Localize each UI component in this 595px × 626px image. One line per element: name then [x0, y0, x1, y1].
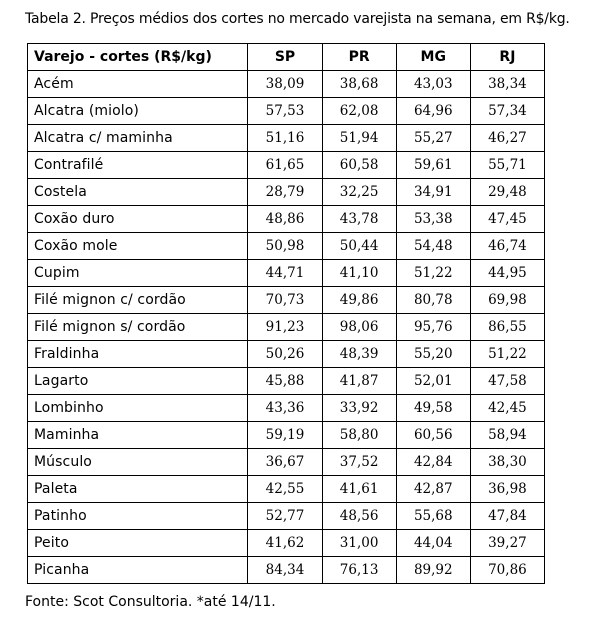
table-row	[28, 368, 545, 395]
price-cell-mg: 54,48	[396, 233, 470, 260]
price-cell-pr: 60,58	[322, 152, 396, 179]
price-cell-rj: 29,48	[470, 179, 544, 206]
price-cell-sp: 38,09	[248, 71, 322, 98]
price-cell-mg: 64,96	[396, 98, 470, 125]
table-row	[28, 233, 545, 260]
price-cell-sp: 42,55	[248, 476, 322, 503]
price-cell-rj: 47,84	[470, 503, 544, 530]
price-cell-pr: 48,56	[322, 503, 396, 530]
price-cell-pr: 32,25	[322, 179, 396, 206]
price-cell-rj: 38,34	[470, 71, 544, 98]
cut-name-cell: Alcatra c/ maminha	[28, 125, 248, 152]
table-row	[28, 206, 545, 233]
cut-name-cell: Coxão mole	[28, 233, 248, 260]
table-row	[28, 71, 545, 98]
cut-name-cell: Peito	[28, 530, 248, 557]
table-row	[28, 341, 545, 368]
source-note: Fonte: Scot Consultoria. *até 14/11.	[25, 594, 276, 610]
price-cell-pr: 76,13	[322, 557, 396, 584]
table-caption: Tabela 2. Preços médios dos cortes no mercado varejista na semana, em R$/kg.	[25, 11, 570, 27]
price-cell-mg: 59,61	[396, 152, 470, 179]
table-row	[28, 314, 545, 341]
price-cell-mg: 42,84	[396, 449, 470, 476]
price-cell-pr: 49,86	[322, 287, 396, 314]
price-cell-sp: 50,98	[248, 233, 322, 260]
header-row	[28, 44, 545, 71]
price-cell-pr: 51,94	[322, 125, 396, 152]
price-cell-mg: 34,91	[396, 179, 470, 206]
cut-name-cell: Fraldinha	[28, 341, 248, 368]
price-cell-mg: 89,92	[396, 557, 470, 584]
price-cell-rj: 46,74	[470, 233, 544, 260]
table-row	[28, 395, 545, 422]
price-cell-mg: 43,03	[396, 71, 470, 98]
cut-name-cell: Costela	[28, 179, 248, 206]
prices-table	[27, 43, 545, 584]
price-cell-pr: 41,10	[322, 260, 396, 287]
price-cell-sp: 41,62	[248, 530, 322, 557]
cut-name-cell: Acém	[28, 71, 248, 98]
table-body	[28, 71, 545, 584]
cut-name-cell: Alcatra (miolo)	[28, 98, 248, 125]
cut-name-cell: Cupim	[28, 260, 248, 287]
price-cell-rj: 38,30	[470, 449, 544, 476]
table-row	[28, 287, 545, 314]
price-cell-pr: 62,08	[322, 98, 396, 125]
table-row	[28, 476, 545, 503]
price-cell-sp: 59,19	[248, 422, 322, 449]
table-row	[28, 530, 545, 557]
price-cell-pr: 98,06	[322, 314, 396, 341]
price-cell-mg: 55,20	[396, 341, 470, 368]
table-row	[28, 98, 545, 125]
price-cell-rj: 69,98	[470, 287, 544, 314]
price-cell-rj: 70,86	[470, 557, 544, 584]
price-cell-sp: 57,53	[248, 98, 322, 125]
price-cell-mg: 42,87	[396, 476, 470, 503]
cut-name-cell: Picanha	[28, 557, 248, 584]
price-cell-pr: 48,39	[322, 341, 396, 368]
cut-name-cell: Filé mignon s/ cordão	[28, 314, 248, 341]
table-header	[28, 44, 545, 71]
price-cell-sp: 50,26	[248, 341, 322, 368]
price-cell-pr: 31,00	[322, 530, 396, 557]
price-cell-mg: 55,27	[396, 125, 470, 152]
price-cell-pr: 50,44	[322, 233, 396, 260]
price-cell-pr: 43,78	[322, 206, 396, 233]
price-cell-pr: 41,61	[322, 476, 396, 503]
price-cell-mg: 60,56	[396, 422, 470, 449]
header-pr: PR	[322, 44, 396, 71]
price-cell-rj: 58,94	[470, 422, 544, 449]
price-cell-mg: 95,76	[396, 314, 470, 341]
price-cell-rj: 44,95	[470, 260, 544, 287]
price-cell-rj: 51,22	[470, 341, 544, 368]
price-cell-pr: 38,68	[322, 71, 396, 98]
price-cell-pr: 33,92	[322, 395, 396, 422]
cut-name-cell: Paleta	[28, 476, 248, 503]
cut-name-cell: Lagarto	[28, 368, 248, 395]
table-row	[28, 557, 545, 584]
price-cell-sp: 28,79	[248, 179, 322, 206]
price-cell-rj: 47,58	[470, 368, 544, 395]
header-cut: Varejo - cortes (R$/kg)	[28, 44, 248, 71]
price-cell-mg: 53,38	[396, 206, 470, 233]
price-cell-mg: 49,58	[396, 395, 470, 422]
price-cell-mg: 52,01	[396, 368, 470, 395]
cut-name-cell: Coxão duro	[28, 206, 248, 233]
cut-name-cell: Patinho	[28, 503, 248, 530]
price-cell-rj: 46,27	[470, 125, 544, 152]
table-row	[28, 179, 545, 206]
cut-name-cell: Lombinho	[28, 395, 248, 422]
header-sp: SP	[248, 44, 322, 71]
price-cell-sp: 61,65	[248, 152, 322, 179]
price-cell-rj: 55,71	[470, 152, 544, 179]
price-cell-sp: 43,36	[248, 395, 322, 422]
price-cell-sp: 51,16	[248, 125, 322, 152]
price-cell-sp: 44,71	[248, 260, 322, 287]
price-cell-mg: 80,78	[396, 287, 470, 314]
header-rj: RJ	[470, 44, 544, 71]
table-row	[28, 152, 545, 179]
price-cell-pr: 37,52	[322, 449, 396, 476]
table-row	[28, 449, 545, 476]
cut-name-cell: Maminha	[28, 422, 248, 449]
price-cell-rj: 57,34	[470, 98, 544, 125]
price-cell-pr: 58,80	[322, 422, 396, 449]
price-cell-sp: 45,88	[248, 368, 322, 395]
price-cell-rj: 47,45	[470, 206, 544, 233]
price-cell-rj: 36,98	[470, 476, 544, 503]
price-cell-rj: 86,55	[470, 314, 544, 341]
table-row	[28, 260, 545, 287]
price-cell-sp: 48,86	[248, 206, 322, 233]
price-cell-sp: 84,34	[248, 557, 322, 584]
table-row	[28, 125, 545, 152]
price-cell-rj: 42,45	[470, 395, 544, 422]
table-row	[28, 503, 545, 530]
header-mg: MG	[396, 44, 470, 71]
price-cell-mg: 55,68	[396, 503, 470, 530]
price-cell-sp: 36,67	[248, 449, 322, 476]
price-cell-sp: 70,73	[248, 287, 322, 314]
cut-name-cell: Filé mignon c/ cordão	[28, 287, 248, 314]
price-cell-sp: 91,23	[248, 314, 322, 341]
cut-name-cell: Contrafilé	[28, 152, 248, 179]
price-cell-rj: 39,27	[470, 530, 544, 557]
price-cell-sp: 52,77	[248, 503, 322, 530]
table-row	[28, 422, 545, 449]
price-cell-mg: 44,04	[396, 530, 470, 557]
price-cell-mg: 51,22	[396, 260, 470, 287]
cut-name-cell: Músculo	[28, 449, 248, 476]
price-cell-pr: 41,87	[322, 368, 396, 395]
